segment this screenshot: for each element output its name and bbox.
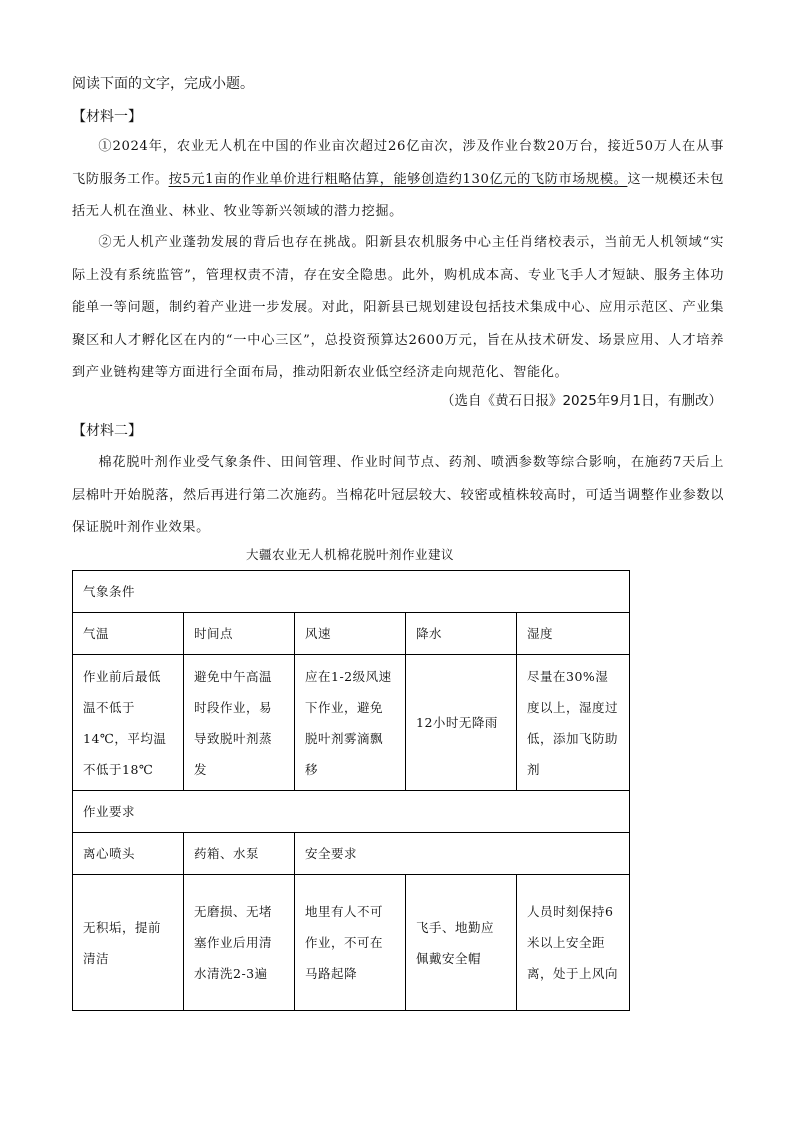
value-cell: 飞手、地勤应佩戴安全帽 [406, 875, 517, 1011]
material1-p1-underlined: 按5元1亩的作业单价进行粗略估算，能够创造约130亿元的飞防市场规模。 [168, 171, 628, 187]
table-row [73, 571, 630, 613]
material1-p1-text-b: 这一规模还未包括无人机在渔业、林业、牧业等新兴领域的潜力挖掘。 [72, 171, 725, 219]
table-row [73, 833, 630, 875]
material1-p1-text-a: ①2024年，农业无人机在中国的作业亩次超过26亿亩次，涉及作业台数20万台，接近50万人在从事飞防服务工作。 [72, 139, 724, 187]
value-cell: 作业前后最低温不低于14℃，平均温不低于18℃ [73, 655, 184, 791]
header-cell: 风速 [295, 613, 406, 655]
material1-heading: 【材料一】 [72, 109, 142, 125]
value-cell: 尽量在30%湿度以上，湿度过低，添加飞防助剂 [517, 655, 630, 791]
section-title-operation: 作业要求 [73, 791, 630, 833]
table-row [73, 613, 630, 655]
material2-paragraph-1: 棉花脱叶剂作业受气象条件、田间管理、作业时间节点、药剂、喷洒参数等综合影响，在施药7天后上层棉叶开始脱落，然后再进行第二次施药。当棉花叶冠层较大、较密或植株较高时，可适当调整作业参数以保证脱叶剂作业效果。 [72, 455, 724, 535]
header-cell: 药箱、水泵 [184, 833, 295, 875]
value-cell: 无积垢，提前清洁 [73, 875, 184, 1011]
header-cell: 时间点 [184, 613, 295, 655]
table-row [73, 875, 630, 1011]
material1-paragraph-1 [72, 131, 724, 229]
header-cell: 气温 [73, 613, 184, 655]
value-cell: 应在1-2级风速下作业，避免脱叶剂雾滴飘移 [295, 655, 406, 791]
material1-source: （选自《黄石日报》2025年9月1日，有删改） [440, 393, 722, 409]
table-caption: 大疆农业无人机棉花脱叶剂作业建议 [245, 547, 454, 562]
header-cell: 湿度 [517, 613, 630, 655]
section-title-weather: 气象条件 [73, 571, 630, 613]
value-cell: 无磨损、无堵塞作业后用清水清洗2-3遍 [184, 875, 295, 1011]
advice-table [72, 570, 630, 1011]
material1-paragraph-2: ②无人机产业蓬勃发展的背后也存在挑战。阳新县农机服务中心主任肖绪校表示，当前无人机领域“实际上没有系统监管”，管理权责不清，存在安全隐患。此外，购机成本高、专业飞手人才短缺、服务主体功能单一等问题，制约着产业进一步发展。对此，阳新县已规划建设包括技术集成中心、应用示范区、产业集聚区和人才孵化区在内的“一中心三区”，总投资预算达2600万元，旨在从技术研发、场景应用、人才培养到产业链构建等方面进行全面布局，推动阳新农业低空经济走向规范化、智能化。 [72, 235, 724, 380]
intro-instruction: 阅读下面的文字，完成小题。 [72, 76, 254, 92]
material2-heading: 【材料二】 [72, 423, 142, 439]
table-row [73, 655, 630, 791]
value-cell: 人员时刻保持6米以上安全距离，处于上风向 [517, 875, 630, 1011]
table-row [73, 791, 630, 833]
value-cell: 避免中午高温时段作业，易导致脱叶剂蒸发 [184, 655, 295, 791]
header-cell: 安全要求 [295, 833, 630, 875]
value-cell: 地里有人不可作业，不可在马路起降 [295, 875, 406, 1011]
header-cell: 降水 [406, 613, 517, 655]
header-cell: 离心喷头 [73, 833, 184, 875]
value-cell: 12小时无降雨 [406, 655, 517, 791]
